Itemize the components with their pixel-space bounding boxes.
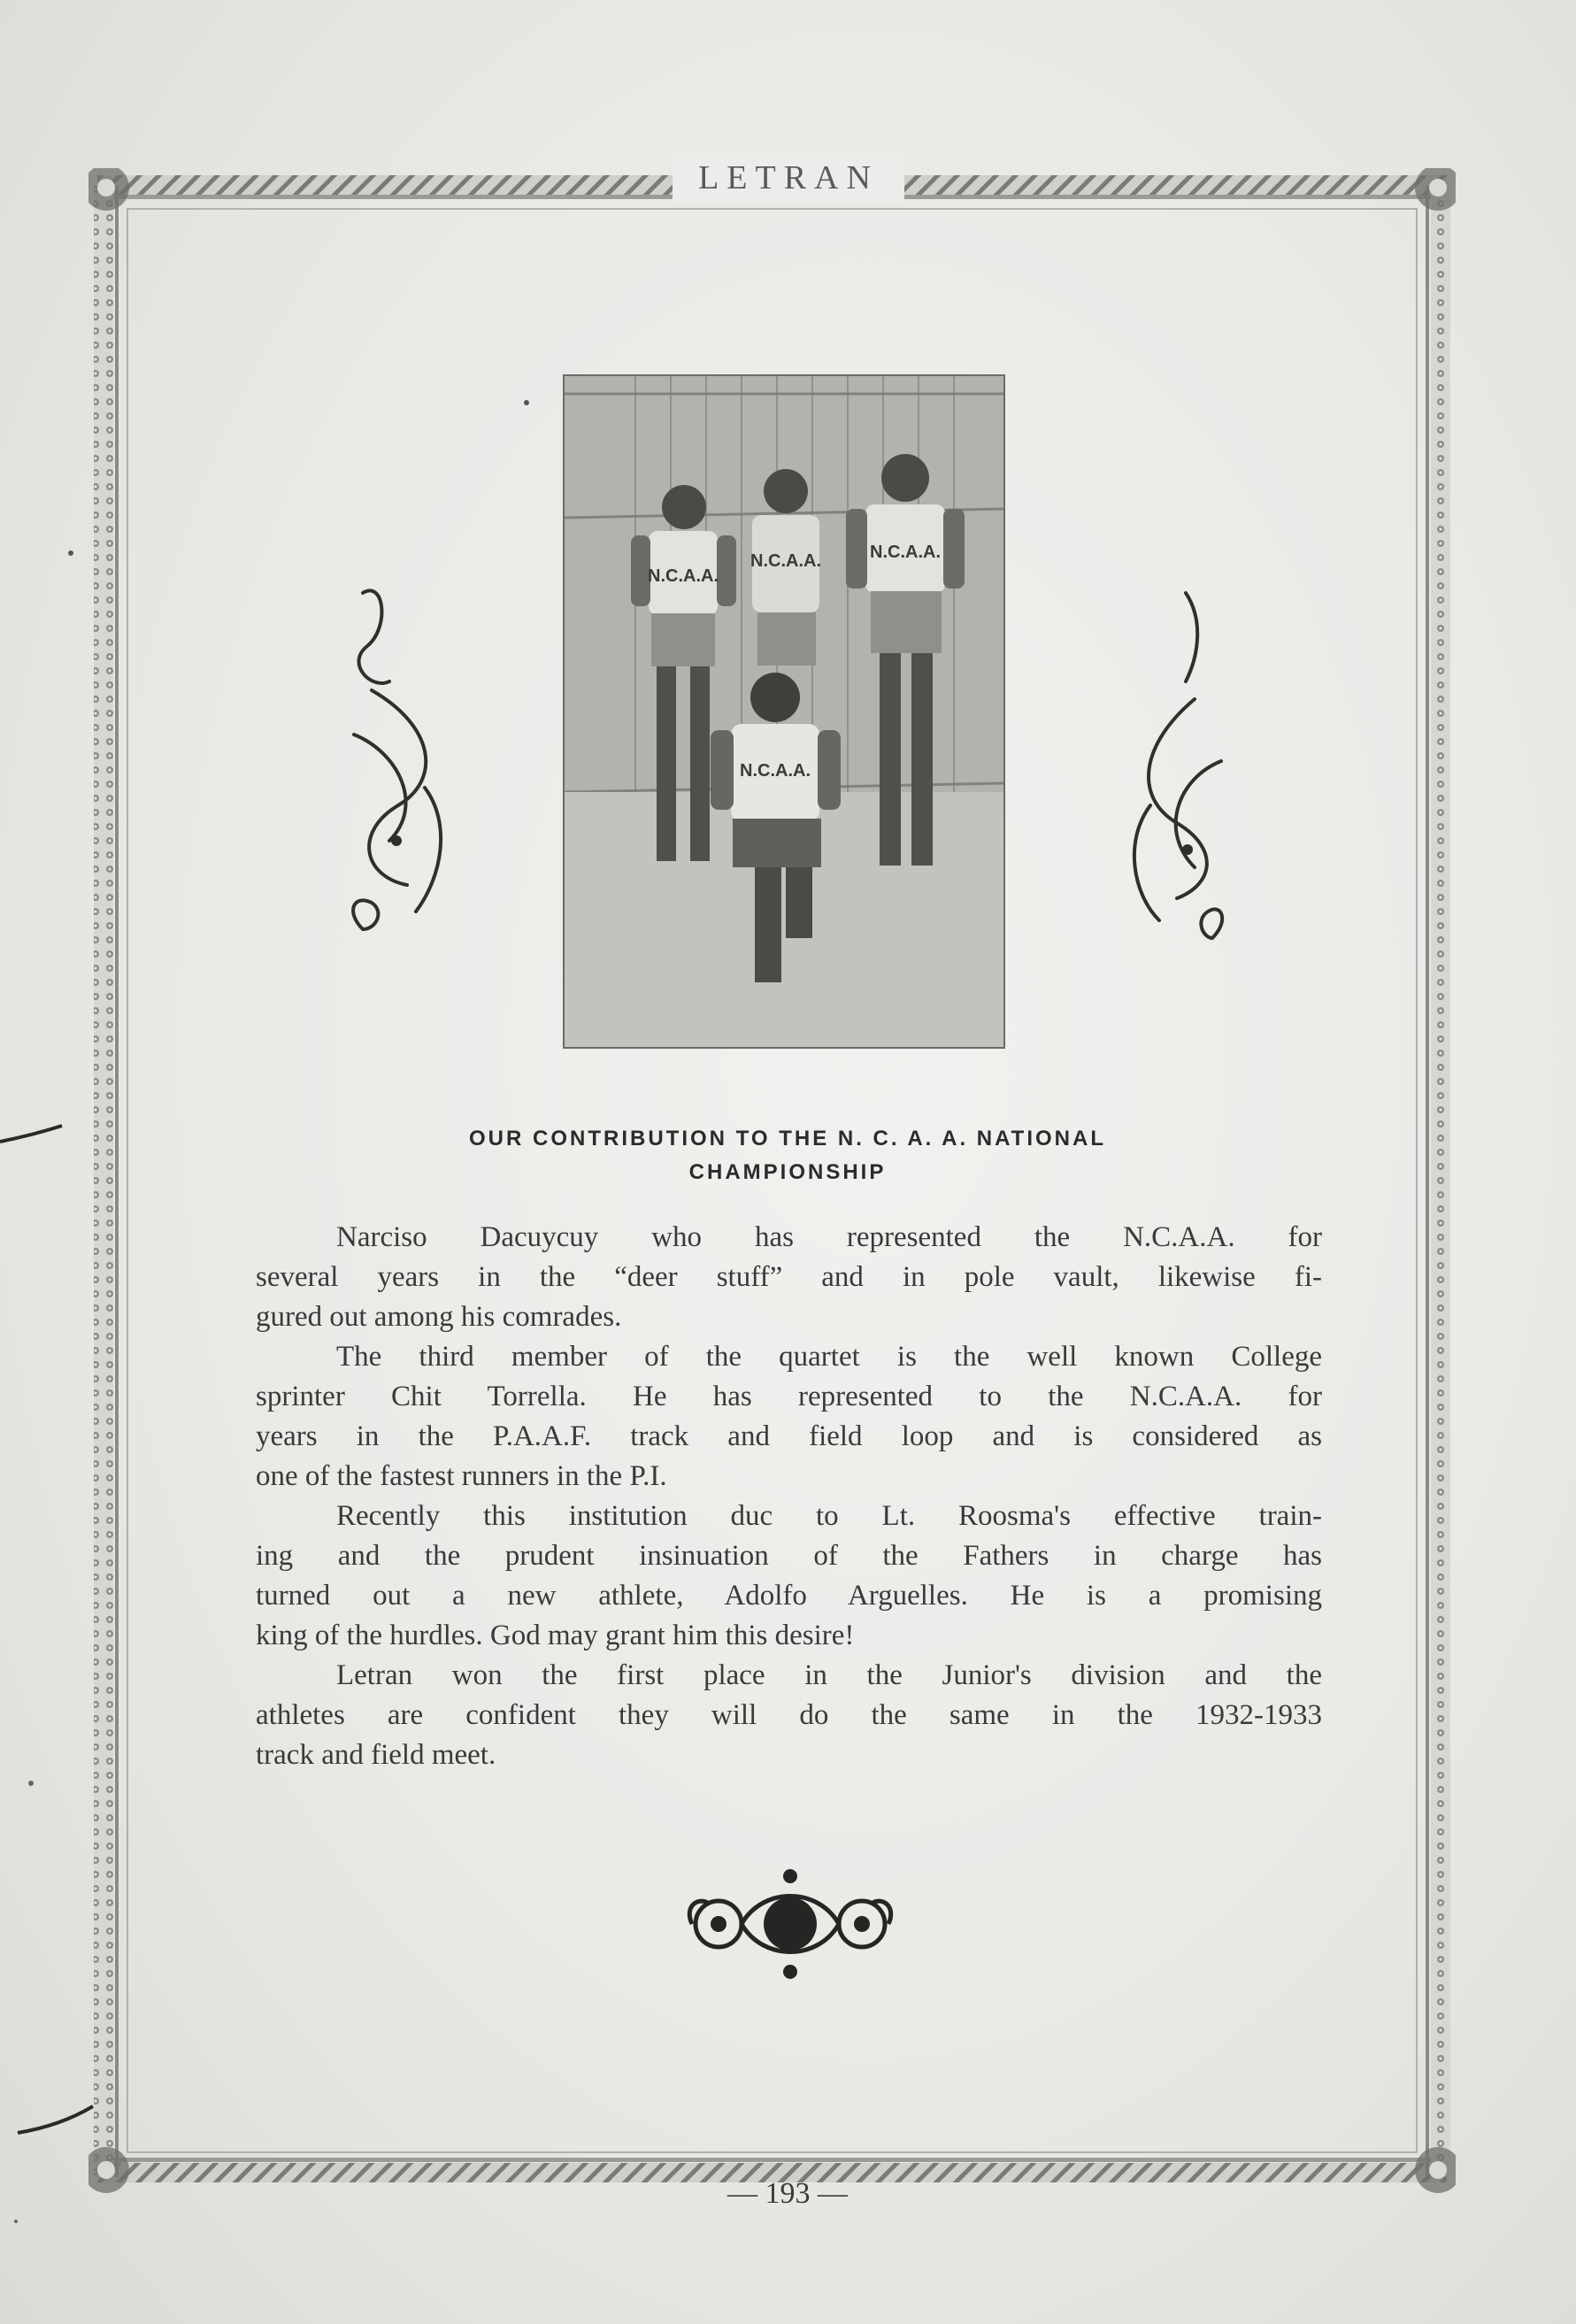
text-line: The third member of the quartet is the well known College: [336, 1341, 1322, 1373]
text-line: king of the hurdles. God may grant him this desire!: [256, 1620, 855, 1651]
text-line: Recently this institution duc to Lt. Roosma's effective train-: [336, 1500, 1322, 1532]
heading-line: CHAMPIONSHIP: [688, 1160, 887, 1184]
text-line: Letran won the first place in the Junior's division and the: [336, 1659, 1322, 1691]
text-line: ing and the prudent insinuation of the Fathers in charge has: [256, 1540, 1322, 1572]
text-line: track and field meet.: [256, 1739, 496, 1771]
jersey-letters-right: N.C.A.A.: [870, 543, 941, 562]
jersey-letters-left: N.C.A.A.: [648, 566, 719, 586]
text-line: turned out a new athlete, Adolfo Arguelles. He is a promising: [256, 1580, 1322, 1612]
text-line: one of the fastest runners in the P.I.: [256, 1460, 667, 1492]
running-header-title: LETRAN: [673, 154, 904, 202]
page-number: — 193 —: [727, 2177, 848, 2210]
text-line: sprinter Chit Torrella. He has represented to the N.C.A.A. for: [256, 1381, 1322, 1412]
text-line: athletes are confident they will do the same in the 1932-1933: [256, 1699, 1322, 1731]
text-line: several years in the “deer stuff” and in pole vault, likewise fi-: [256, 1261, 1322, 1293]
text-line: gured out among his comrades.: [256, 1301, 622, 1333]
text-line: Narciso Dacuycuy who has represented the N.C.A.A. for: [336, 1221, 1322, 1253]
jersey-letters-front: N.C.A.A.: [740, 761, 811, 781]
heading-line: OUR CONTRIBUTION TO THE N. C. A. A. NATIONAL: [469, 1127, 1106, 1150]
jersey-letters-middle: N.C.A.A.: [750, 551, 821, 571]
text-line: years in the P.A.A.F. track and field loop and is considered as: [256, 1420, 1322, 1452]
